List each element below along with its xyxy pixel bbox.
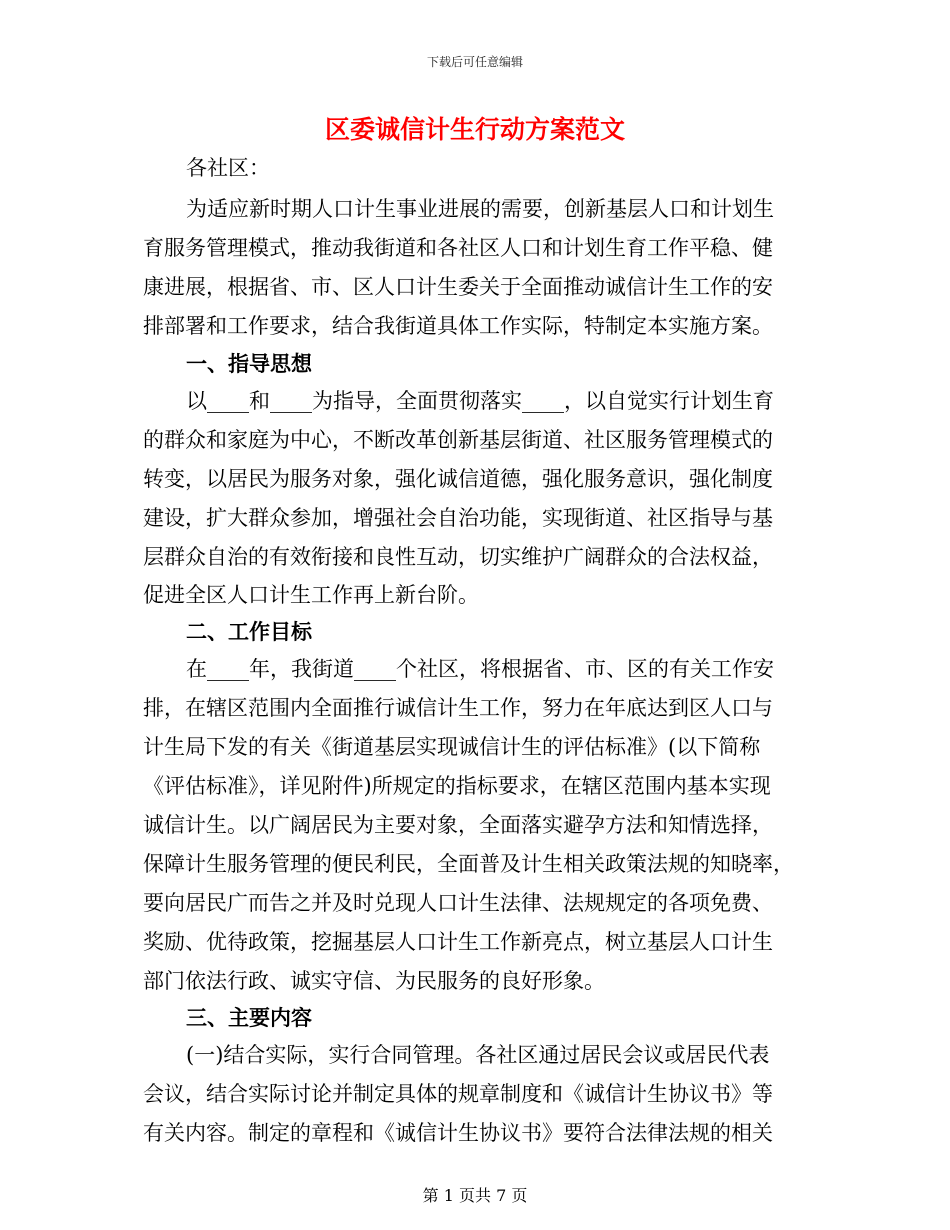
paragraph-line: 诚信计生。以广阔居民为主要对象，全面落实避孕方法和知情选择， [143,813,773,837]
paragraph-line: 在____年，我街道____个社区，将根据省、市、区的有关工作安 [186,657,774,681]
paragraph-line: 促进全区人口计生工作再上新台阶。 [143,583,479,607]
paragraph-line: 会议，结合实际讨论并制定具体的规章制度和《诚信计生协议书》等 [143,1082,773,1106]
paragraph-line: (一)结合实际，实行合同管理。各社区通过居民会议或居民代表 [186,1043,770,1067]
page-number: 第 1 页共 7 页 [422,1186,528,1205]
salutation: 各社区： [186,156,270,180]
paragraph-line: 奖励、优待政策，挖掘基层人口计生工作新亮点，树立基层人口计生 [143,930,773,954]
paragraph-line: 部门依法行政、诚实守信、为民服务的良好形象。 [143,969,605,993]
paragraph-line: 的群众和家庭为中心，不断改革创新基层街道、社区服务管理模式的 [143,428,773,452]
document-title: 区委诚信计生行动方案范文 [324,115,625,144]
paragraph-line: 排部署和工作要求，结合我街道具体工作实际，特制定本实施方案。 [143,314,773,338]
paragraph-line: 育服务管理模式，推动我街道和各社区人口和计划生育工作平稳、健 [143,236,773,260]
paragraph-line: 康进展，根据省、市、区人口计生委关于全面推动诚信计生工作的安 [143,275,773,299]
paragraph-line: 以____和____为指导，全面贯彻落实____，以自觉实行计划生育 [186,389,774,413]
paragraph-line: 排，在辖区范围内全面推行诚信计生工作，努力在年底达到区人口与 [143,696,773,720]
paragraph-line: 《评估标准》，详见附件)所规定的指标要求，在辖区范围内基本实现 [143,774,771,798]
paragraph-line: 层群众自治的有效衔接和良性互动，切实维护广阔群众的合法权益， [143,545,773,569]
paragraph-line: 保障计生服务管理的便民利民，全面普及计生相关政策法规的知晓率， [143,852,794,876]
header-note: 下载后可任意编辑 [426,55,523,69]
paragraph-line: 建设，扩大群众参加，增强社会自治功能，实现街道、社区指导与基 [143,506,773,530]
paragraph-line: 转变，以居民为服务对象，强化诚信道德，强化服务意识，强化制度 [143,467,773,491]
section-heading: 三、主要内容 [186,1005,312,1030]
section-heading: 一、指导思想 [186,351,312,376]
paragraph-line: 有关内容。制定的章程和《诚信计生协议书》要符合法律法规的相关 [143,1121,773,1145]
paragraph-line: 为适应新时期人口计生事业进展的需要，创新基层人口和计划生 [186,197,774,221]
paragraph-line: 要向居民广而告之并及时兑现人口计生法律、法规规定的各项免费、 [143,891,773,915]
paragraph-line: 计生局下发的有关《街道基层实现诚信计生的评估标准》(以下简称 [143,735,761,759]
section-heading: 二、工作目标 [186,619,312,644]
